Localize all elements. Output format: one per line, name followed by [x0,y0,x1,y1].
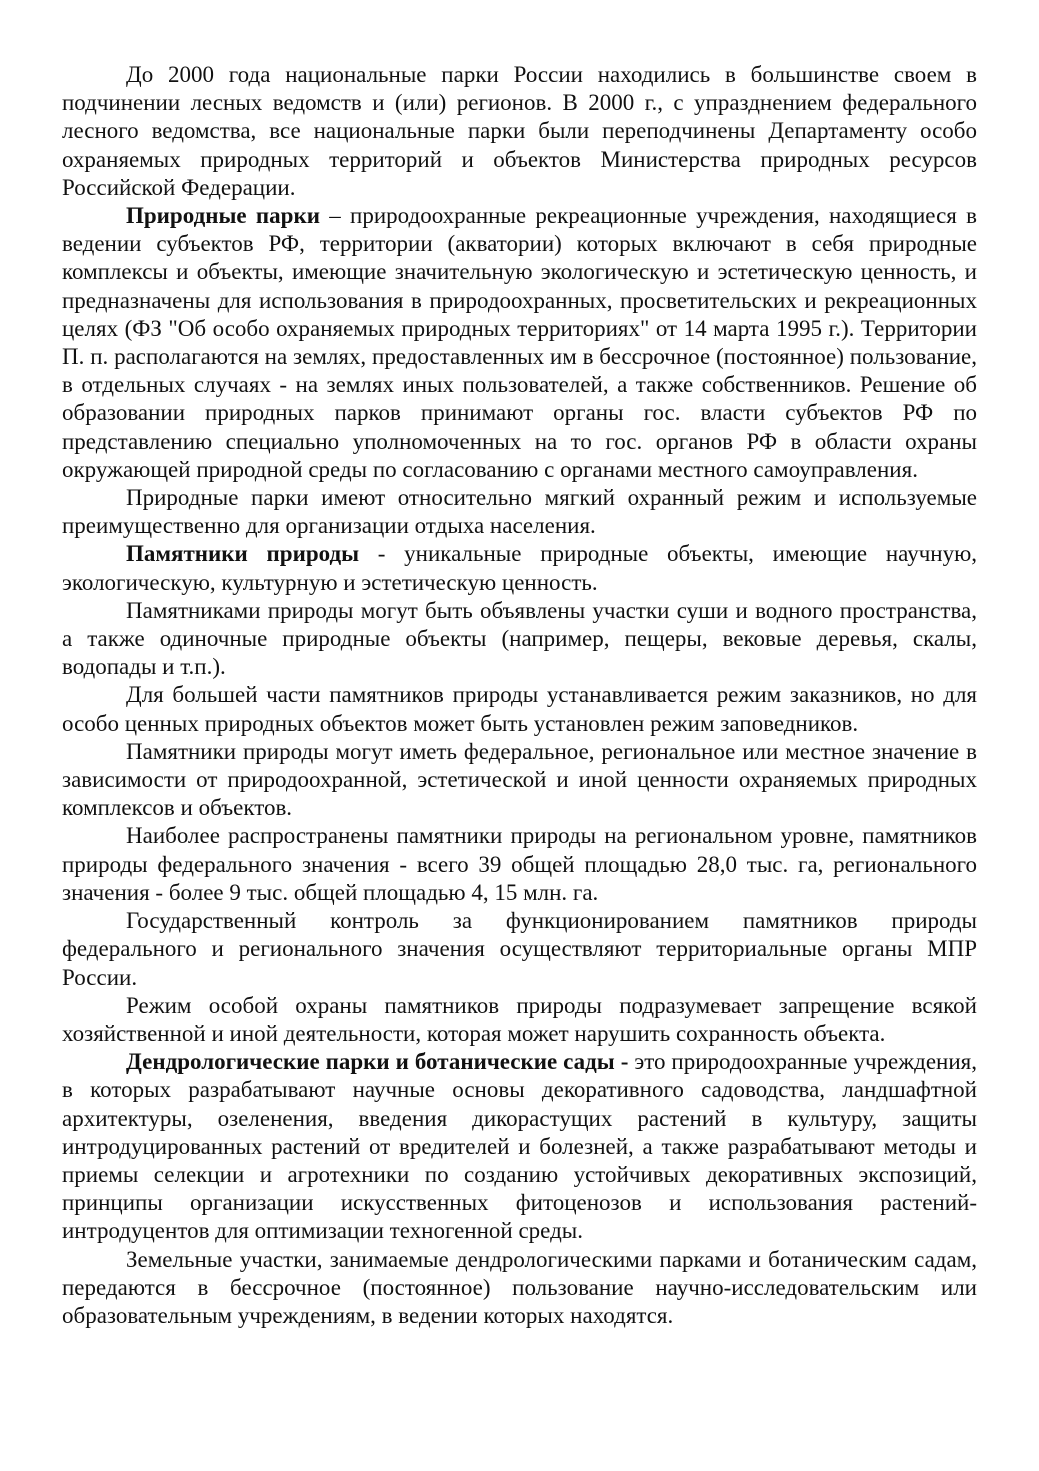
paragraph-text: Земельные участки, занимаемые дендрологическими парками и ботаническим садам, передаются в бессрочное (постоянное) пользование научно-исследовательским или образовательным учреждениям, в ведении которых находятся. [62,1246,977,1328]
paragraph-text: Природные парки имеют относительно мягкий охранный режим и используемые преимущественно для организации отдыха населения. [62,485,977,539]
document-page [62,61,977,1330]
paragraph-text: – природоохранные рекреационные учреждения, находящиеся в ведении субъектов РФ, территории (акватории) которых включают в себя природные комплексы и объекты, имеющие значительную экологическую и эстетическую ценность, и предназначены для использования в природоохранных, просветительских и рекреационных целях (ФЗ "Об особо охраняемых природных территориях" от 14 марта 1995 г.). Территории П. п. располагаются на землях, предоставленных им в бессрочное (постоянное) пользование, в отдельных случаях - на землях иных пользователей, а также собственников. Решение об образовании природных парков принимают органы гос. власти субъектов РФ по представлению специально уполномоченных на то гос. органов РФ в области охраны окружающей природной среды по согласованию с органами местного самоуправления. [62,203,978,482]
term-natural-parks: Природные парки [126,203,320,229]
paragraph-text: Режим особой охраны памятников природы подразумевает запрещение всякой хозяйственной и иной деятельности, которая может нарушить сохранность объекта. [62,992,977,1046]
paragraph-natural-parks [62,202,977,484]
paragraph-text: До 2000 года национальные парки России находились в большинстве своем в подчинении лесных ведомств и (или) регионов. В 2000 г., с упразднением федерального лесного ведомства, все национальные парки были переподчинены Департаменту особо охраняемых природных территорий и объектов Министерства природных ресурсов Российской Федерации. [62,62,977,200]
paragraph-text: Памятники природы могут иметь федеральное, региональное или местное значение в зависимости от природоохранной, эстетической и иной ценности охраняемых природных комплексов и объектов. [62,738,977,821]
term-dendrological-parks: Дендрологические парки и ботанические сады - [126,1049,629,1075]
paragraph-text: - уникальные природные объекты, имеющие научную, экологическую, культурную и эстетическую ценность. [62,541,978,595]
paragraph-national-parks-history [62,61,977,202]
paragraph-dendrological-parks [62,1048,977,1245]
paragraph-natural-parks-regime [62,484,977,540]
paragraph-land-plots [62,1246,977,1331]
paragraph-monuments-significance [62,738,977,823]
paragraph-state-control [62,907,977,992]
paragraph-protection-regime [62,992,977,1048]
paragraph-monuments-regime [62,681,977,737]
term-natural-monuments: Памятники природы [126,541,360,567]
paragraph-monuments-statistics [62,822,977,907]
paragraph-text: Для большей части памятников природы устанавливается режим заказников, но для особо ценных природных объектов может быть установлен режим заповедников. [62,682,977,736]
paragraph-text: это природоохранные учреждения, в которых разрабатывают научные основы декоративного садоводства, ландшафтной архитектуры, озеленения, введения дикорастущих растений в культуру, защиты интродуцированных растений от вредителей и болезней, а также разрабатывают методы и приемы селекции и агротехники по созданию устойчивых декоративных экспозиций, принципы организации искусственных фитоценозов и использования растений-интродуцентов для оптимизации техногенной среды. [62,1049,977,1244]
paragraph-text: Государственный контроль за функционированием памятников природы федерального и регионального значения осуществляют территориальные органы МПР России. [62,908,977,990]
paragraph-monuments-examples [62,597,977,682]
paragraph-text: Наиболее распространены памятники природы на региональном уровне, памятников природы федерального значения - всего 39 общей площадью 28,0 тыс. га, регионального значения - более 9 тыс. общей площадью 4, 15 млн. га. [62,823,977,905]
paragraph-text: Памятниками природы могут быть объявлены участки суши и водного пространства, а также одиночные природные объекты (например, пещеры, вековые деревья, скалы, водопады и т.п.). [62,597,977,680]
paragraph-natural-monuments [62,540,977,596]
